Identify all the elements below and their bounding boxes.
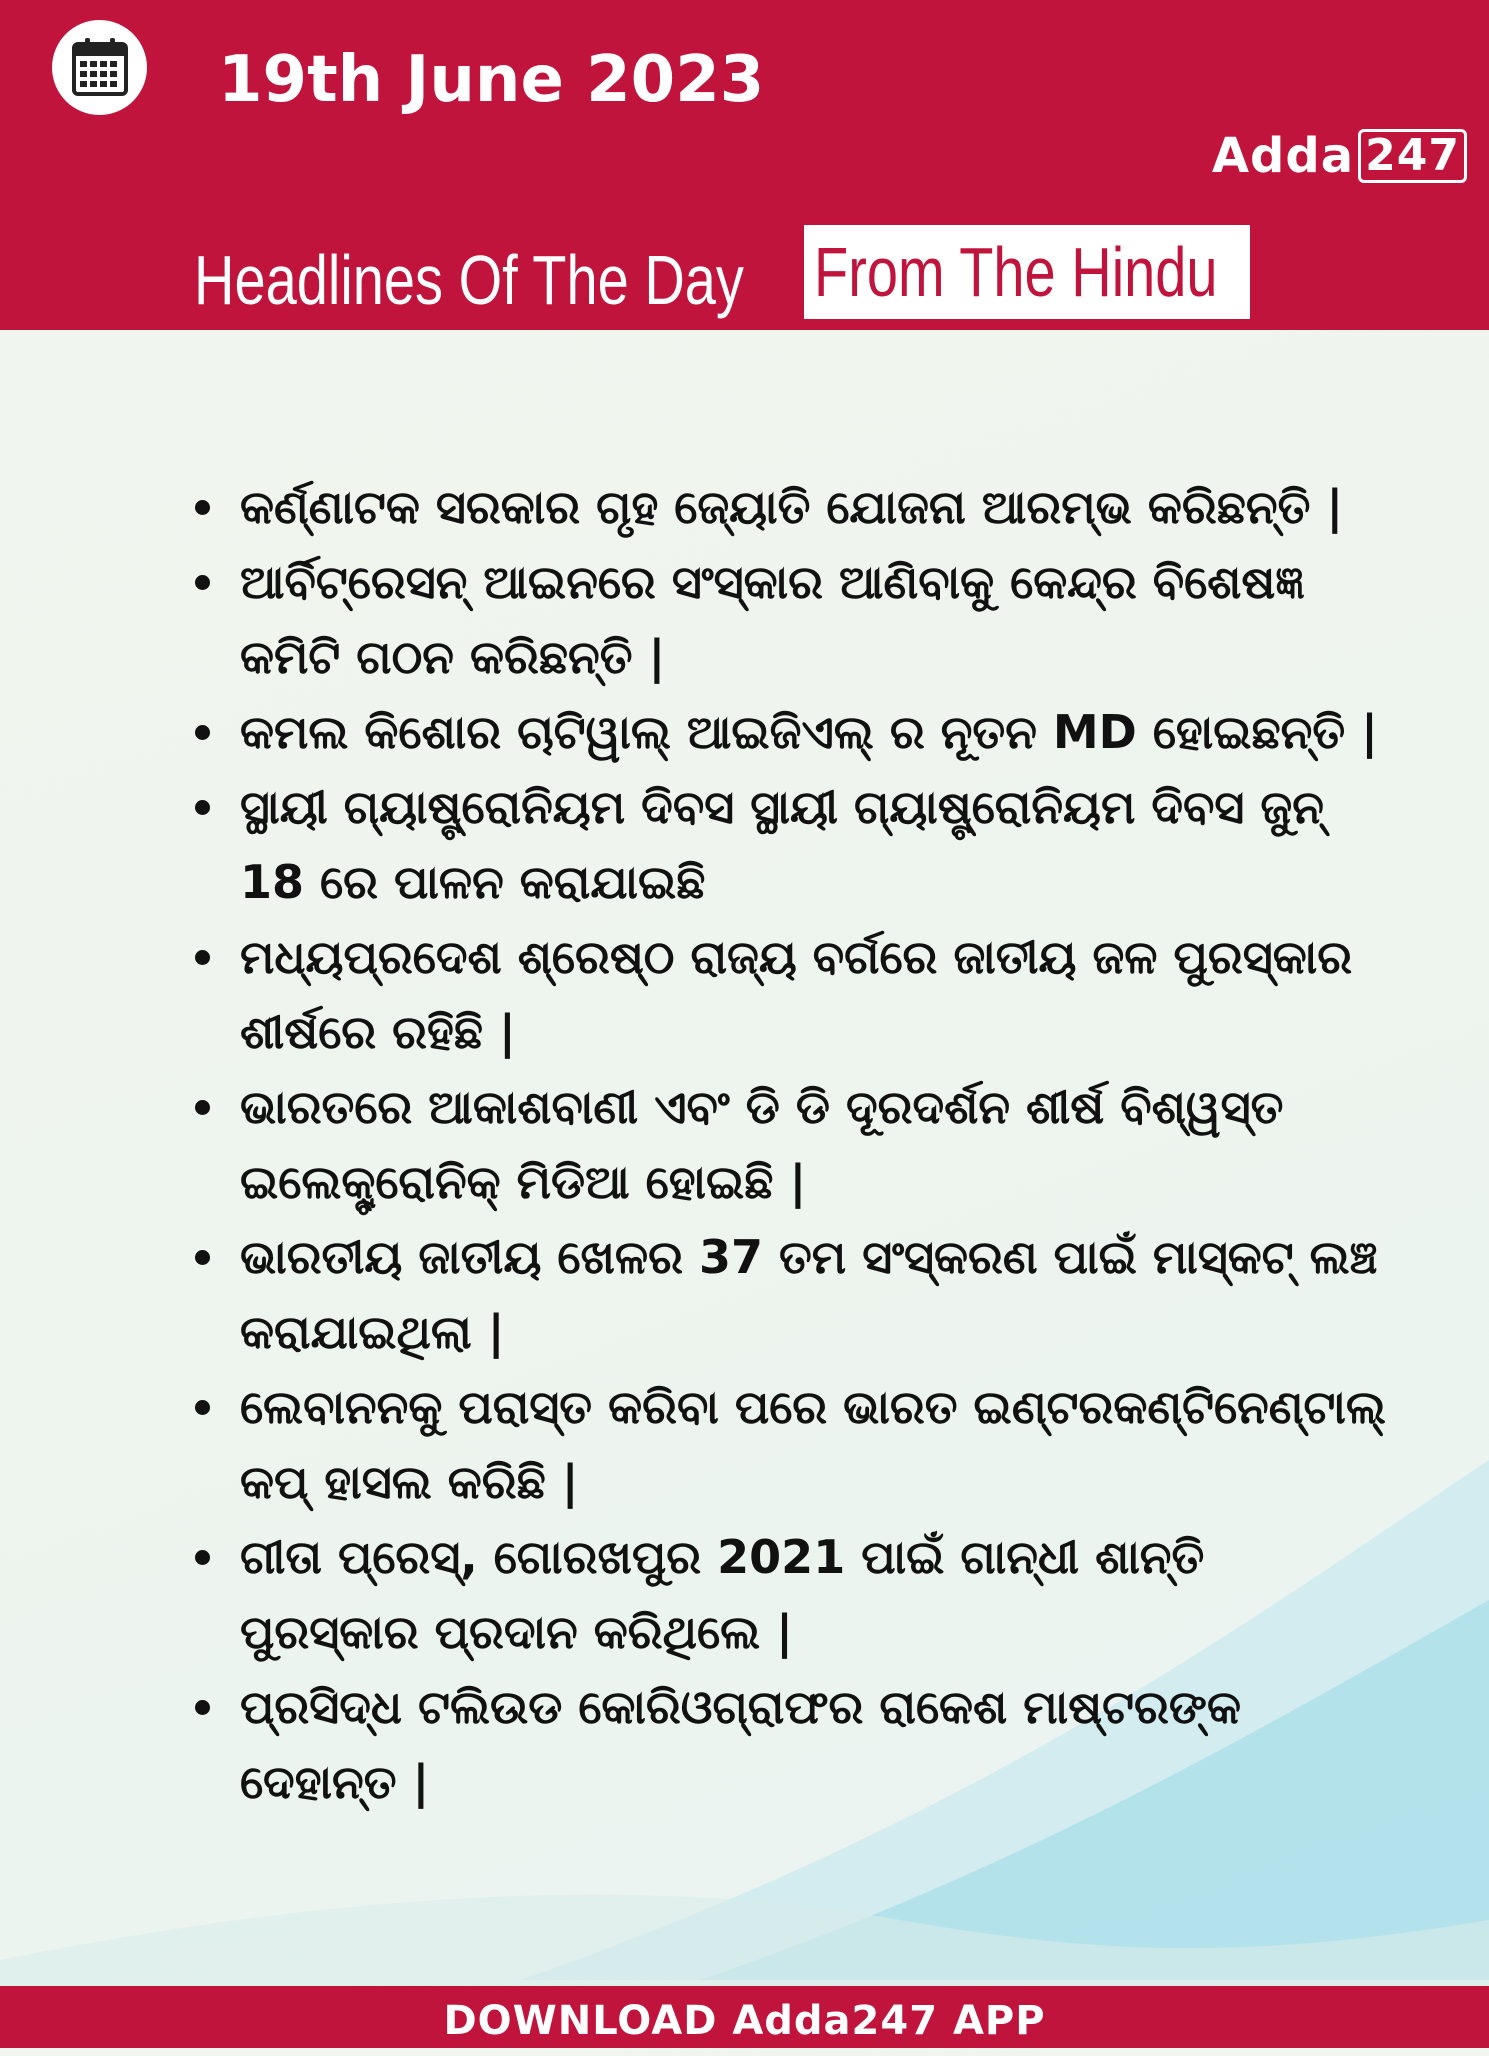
source-badge: [804, 225, 1250, 319]
list-item: କର୍ଣ୍ଣାଟକ ସରକାର ଗୃହ ଜ୍ୟୋତି ଯୋଜନା ଆରମ୍ଭ କରିଛନ୍ତି |: [195, 470, 1395, 545]
footer-banner[interactable]: [0, 1986, 1489, 2048]
calendar-icon: [71, 36, 129, 98]
list-item: ଆର୍ବିଟ୍ରେସନ୍ ଆଇନରେ ସଂସ୍କାର ଆଣିବାକୁ କେନ୍ଦ୍ର ବିଶେଷଜ୍ଞ କମିଟି ଗଠନ କରିଛନ୍ତି |: [195, 545, 1395, 695]
list-item: ଲେବାନନକୁ ପରାସ୍ତ କରିବା ପରେ ଭାରତ ଇଣ୍ଟରକଣ୍ଟିନେଣ୍ଟାଲ୍ କପ୍ ହାସଲ କରିଛି |: [195, 1370, 1395, 1520]
headlines-list: [195, 470, 1395, 1820]
brand-logo: [1212, 126, 1467, 186]
download-app-link[interactable]: DOWNLOAD Adda247 APP: [443, 1998, 1046, 2044]
headlines-label: Headlines Of The Day: [194, 241, 744, 319]
list-item: ସ୍ଥାୟୀ ଗ୍ୟାଷ୍ଟ୍ରୋନିୟମ ଦିବସ ସ୍ଥାୟୀ ଗ୍ୟାଷ୍ଟ୍ରୋନିୟମ ଦିବସ ଜୁନ୍ 18 ରେ ପାଳନ କରାଯାଇଛି: [195, 770, 1395, 920]
list-item: କମଲ କିଶୋର ଚାଟିୱାଲ୍ ଆଇଜିଏଲ୍ ର ନୂତନ MD ହୋଇଛନ୍ତି |: [195, 695, 1395, 770]
brand-number: 247: [1358, 129, 1467, 183]
list-item: ଗୀତା ପ୍ରେସ୍, ଗୋରଖପୁର 2021 ପାଇଁ ଗାନ୍ଧୀ ଶାନ୍ତି ପୁରସ୍କାର ପ୍ରଦାନ କରିଥିଲେ |: [195, 1520, 1395, 1670]
date-title: 19th June 2023: [218, 43, 765, 117]
source-label: From The Hindu: [814, 233, 1218, 311]
header-banner: [0, 0, 1489, 330]
list-item: ମଧ୍ୟପ୍ରଦେଶ ଶ୍ରେଷ୍ଠ ରାଜ୍ୟ ବର୍ଗରେ ଜାତୀୟ ଜଳ ପୁରସ୍କାର ଶୀର୍ଷରେ ରହିଛି |: [195, 920, 1395, 1070]
list-item: ପ୍ରସିଦ୍ଧ ଟଲିଉଡ କୋରିଓଗ୍ରାଫର ରାକେଶ ମାଷ୍ଟରଙ୍କ ଦେହାନ୍ତ |: [195, 1670, 1395, 1820]
calendar-badge: [52, 20, 147, 115]
brand-name: Adda: [1211, 128, 1355, 184]
list-item: ଭାରତୀୟ ଜାତୀୟ ଖେଳର 37 ତମ ସଂସ୍କରଣ ପାଇଁ ମାସ୍କଟ୍ ଲଞ୍ଚ କରାଯାଇଥିଲା |: [195, 1220, 1395, 1370]
list-item: ଭାରତରେ ଆକାଶବାଣୀ ଏବଂ ଡି ଡି ଦୂରଦର୍ଶନ ଶୀର୍ଷ ବିଶ୍ୱସ୍ତ ଇଲେକ୍ଟ୍ରୋନିକ୍ ମିଡିଆ ହୋଇଛି |: [195, 1070, 1395, 1220]
